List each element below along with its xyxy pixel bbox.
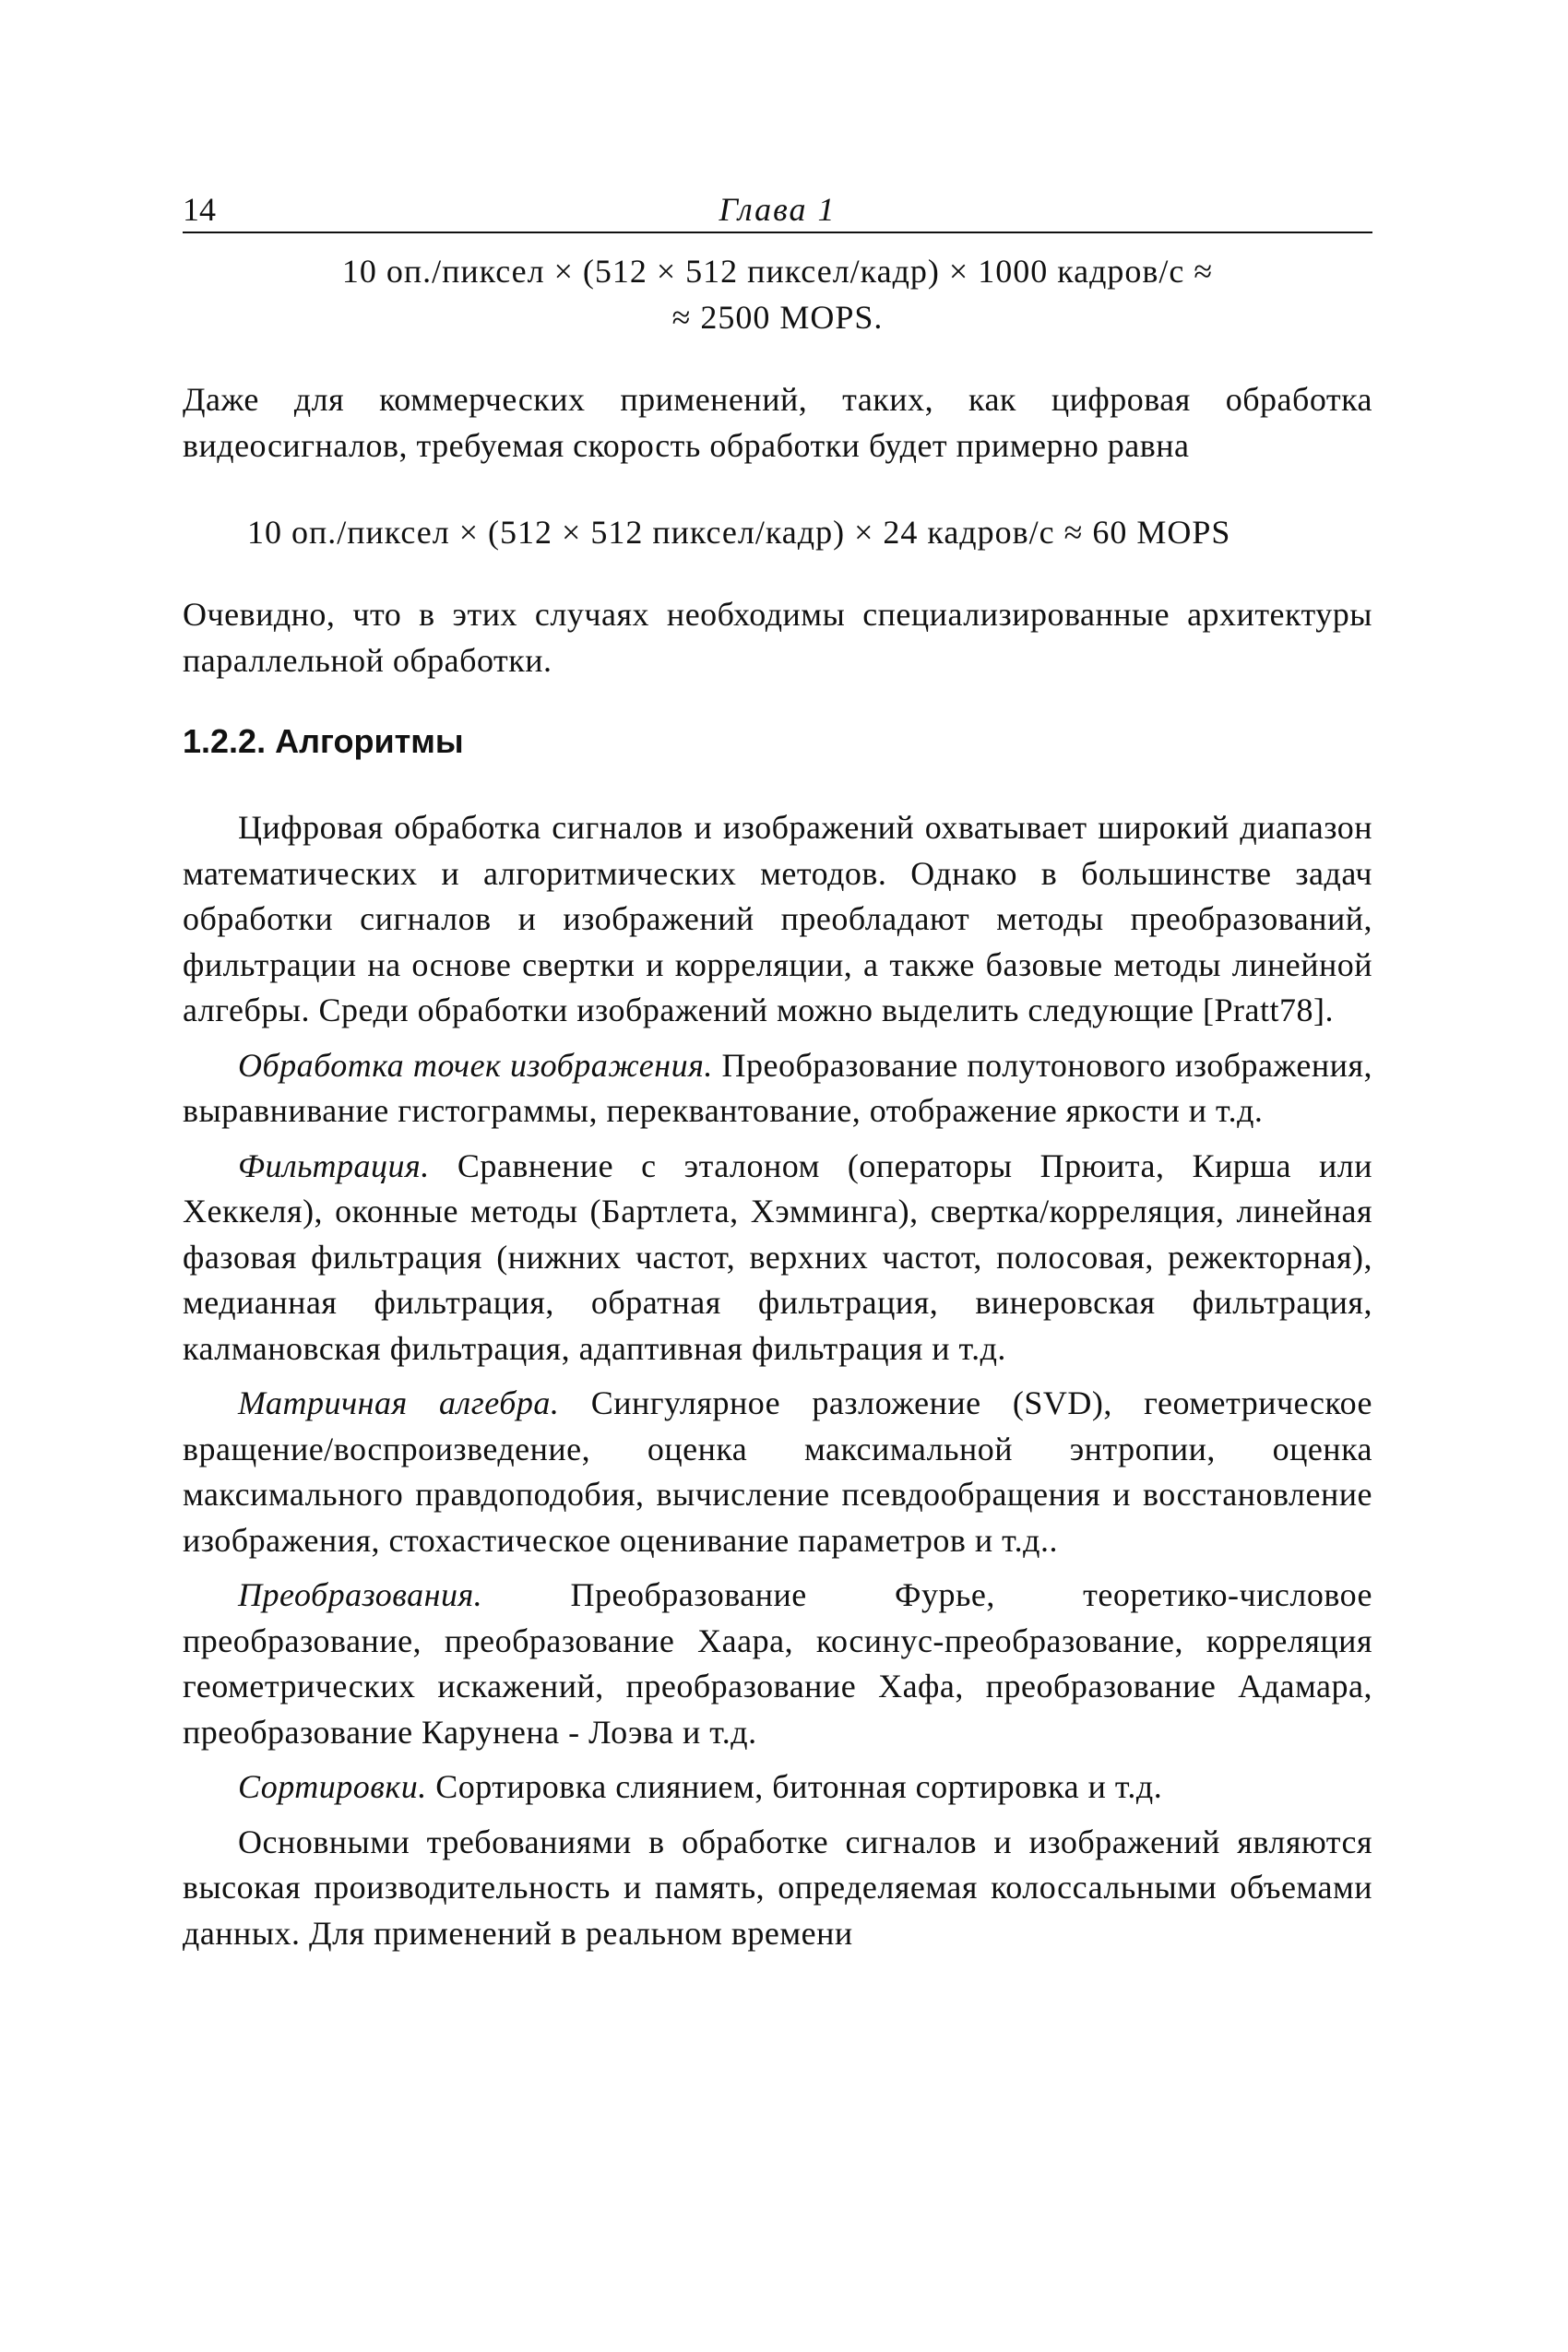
chapter-title: Глава 1 [719, 191, 837, 228]
item-term: Матричная алгебра. [238, 1384, 560, 1421]
book-page [183, 189, 1372, 1956]
list-item-matrix-algebra [183, 1381, 1372, 1563]
item-term: Фильтрация. [238, 1146, 430, 1184]
paragraph-commercial: Даже для коммерческих применений, таких, как цифровая обработка видеосигналов, требуемая скорость обработки будет примерно равна [183, 381, 1372, 464]
list-item-sorting [183, 1764, 1372, 1811]
list-item-transforms [183, 1573, 1372, 1755]
paragraph-obvious: Очевидно, что в этих случаях необходимы специализированные архитектуры параллельной обработки. [183, 596, 1372, 679]
item-term: Обработка точек изображения. [238, 1046, 713, 1084]
item-text: Сравнение с эталоном (операторы Прюита, Кирша или Хеккеля), оконные методы (Бартлета, Хэмминга), свертка/корреляция, линейная фазовая фильтрация (нижних частот, верхних частот, полосовая, режекторная), медианная фильтрация, обратная фильтрация, винеровская фильтрация, калмановская фильтрация, адаптивная фильтрация и т.д. [183, 1146, 1372, 1367]
item-text: Преобразование Фурье, теоретико-числовое преобразование, преобразование Хаара, косинус-преобразование, корреляция геометрических искажений, преобразование Хафа, преобразование Адамара, преобразование Карунена - Лоэва и т.д. [183, 1576, 1372, 1751]
paragraph-requirements: Основными требованиями в обработке сигналов и изображений являются высокая производительность и память, определяемая колоссальными объемами данных. Для применений в реальном времени [183, 1823, 1372, 1952]
list-item-filtering [183, 1144, 1372, 1372]
item-term: Сортировки. [238, 1768, 427, 1805]
formula-line-3: 10 оп./пиксел × (512 × 512 пиксел/кадр) × 24 кадров/с ≈ 60 MOPS [247, 514, 1231, 551]
paragraph-intro: Цифровая обработка сигналов и изображений охватывает широкий диапазон математических и алгоритмических методов. Однако в большинстве задач обработки сигналов и изображений преобладают методы преобразований, фильтрации на основе свертки и корреляции, а также базовые методы линейной алгебры. Среди обработки изображений можно выделить следующие [Pratt78]. [183, 809, 1372, 1028]
page-number: 14 [183, 191, 216, 228]
list-item-point-processing [183, 1043, 1372, 1134]
item-text: Сортировка слиянием, битонная сортировка и т.д. [426, 1768, 1163, 1805]
item-text: Сингулярное разложение (SVD), геометрическое вращение/воспроизведение, оценка максимальной энтропии, оценка максимального правдоподобия, вычисление псевдообращения и восстановление изображения, стохастическое оценивание параметров и т.д.. [183, 1384, 1372, 1559]
item-text: Преобразование полутонового изображения, выравнивание гистограммы, переквантование, отображение яркости и т.д. [183, 1046, 1372, 1129]
formula-line-1: 10 оп./пиксел × (512 × 512 пиксел/кадр) × 1000 кадров/с ≈ [341, 253, 1214, 290]
section-heading: 1.2.2. Алгоритмы [183, 722, 464, 760]
item-term: Преобразования. [238, 1576, 483, 1613]
running-header [183, 189, 1372, 233]
formula-line-2: ≈ 2500 MOPS. [671, 299, 884, 336]
